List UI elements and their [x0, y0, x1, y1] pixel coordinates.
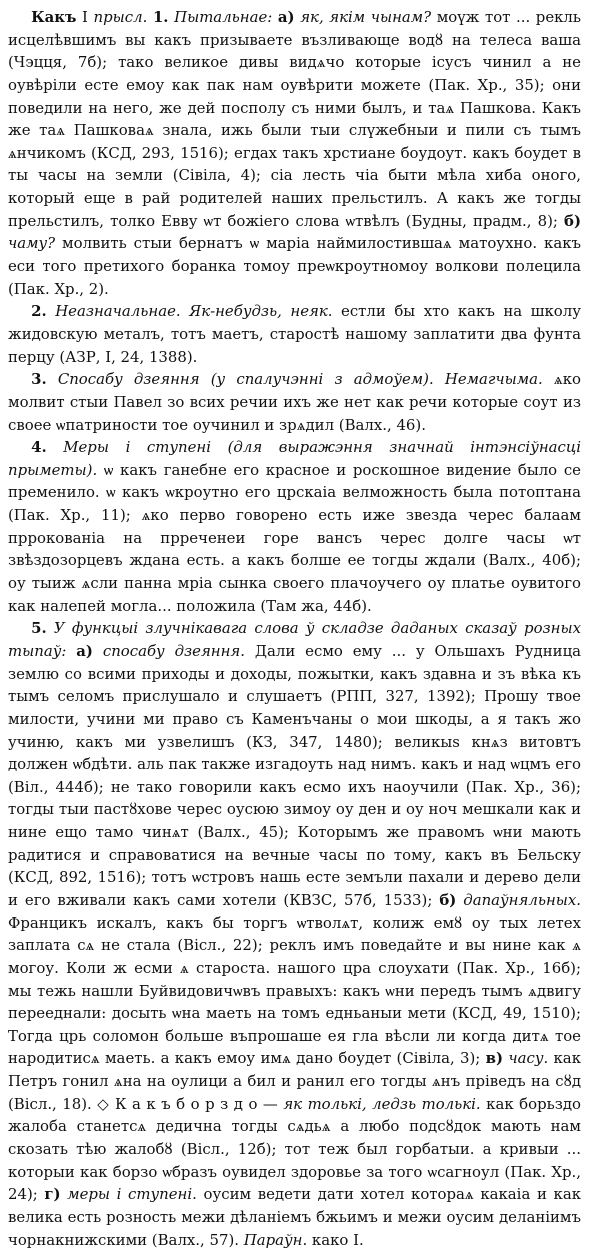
text-run: естли бы хто какъ на школу жидовскую металъ, тотъ маетъ, старостѣ нашому заплатити два фунта перцу (АЗР, І, 24, 1388).	[8, 302, 581, 366]
bold-run: б)	[439, 890, 457, 909]
italic-run: прысл.	[93, 8, 148, 26]
bold-run: 3.	[31, 370, 47, 389]
text-run: Францикъ искалъ, какъ бы торгъ ѡтволѧт, колиж емȣ оу тых летех заплата сѧ не стала (Вісл., 22); реклъ имъ поведайте и вы нине как ѧ могоу. Коли ж есми ѧ староста. нашого цра слоухати (Пак. Хр., 16б); мы тежь нашли Буйвидовичѡвъ правыхъ: какъ ѡни передъ тымъ ѧдвигу перееднали: досыть ѡна маеть на томъ едньаныи мети (КСД, 49, 1510); Тогда црь соломон больше въпрошаше ея гла вѣсли ли когда дитѧ тое народитисѧ маеть. а какъ емоу имѧ дано боудет (Сівіла, 3);	[8, 913, 581, 1068]
bold-run: 4.	[31, 438, 47, 457]
bold-run: б)	[564, 211, 581, 230]
text-run: како І.	[307, 1230, 364, 1249]
bold-run: в)	[485, 1049, 504, 1068]
bold-run: 5.	[31, 619, 47, 638]
entry-paragraph-4	[8, 436, 581, 617]
text-run: ѡ какъ ганебне его красное и роскошное видение было се пременило. ѡ какъ ѡкроутно его црскаіа велможность была потоптана (Пак. Хр., 11); ѧко перво говорено есть иже звезда черес балаам пррокованіа на прреченеи горе вансъ черес долге часы ѡт звѣздозорцевъ ждана есть. а какъ болше ее тогды ждали (Валх., 40б); оу тыиж ѧсли панна мріа сынка своего плачоучего оу платье оувитого как налепей могла... положила (Там жа, 44б).	[8, 460, 581, 615]
text-run	[93, 642, 103, 660]
headword: Какъ	[31, 8, 77, 26]
text-run: І	[76, 8, 94, 26]
text-run	[47, 619, 54, 637]
text-run: как Петръ гонил ѧна на оулици а бил и ранил его тогды ѧнъ прiведъ на сȣд (Вісл., 18). ◇ К а к ъ б о р з д о —	[8, 1049, 581, 1113]
italic-run: спосабу дзеяння.	[102, 641, 246, 660]
text-run: ѧко молвит стыи Павел зо всих речии ихъ же нет как речи которые соут из своее ѡпатриности тое оучинил и зрѧдил (Валх., 46).	[8, 370, 581, 434]
italic-run: Спосабу дзеяння (у спалучэнні з адмоўем). Немагчыма.	[57, 370, 543, 389]
italic-run: Неазначальнае. Як-небудзь, неяк.	[55, 302, 333, 321]
text-run	[47, 438, 64, 456]
italic-run: дапаўняльных.	[463, 890, 582, 909]
text-run: как борьздо жалоба станетсѧ дедична тогды сѧдьѧ а любо подсȣдок мають нам скозать тѣю жалобȣ (Вісл., 12б); тот теж был горбатыи. а кривыи ... которыи как борзо ѡбразъ оувидел здоровье за того ѡсагноул (Пак. Хр., 24);	[8, 1094, 581, 1204]
bold-run: 2.	[31, 302, 47, 321]
bold-run: 1.	[152, 8, 169, 26]
italic-run: Параўн.	[243, 1230, 308, 1249]
entry-paragraph-2	[8, 300, 581, 368]
bold-run: г)	[44, 1185, 61, 1204]
entry-paragraph-5	[8, 617, 581, 1251]
text-run: оусим ведети дати хотел котораѧ какаіа и как велика есть розность межи дѣланіемъ бжьимъ и межи оусим деланіимъ чорнакнижскими (Валх., 57).	[8, 1185, 582, 1249]
bold-run: а)	[277, 8, 295, 26]
bold-run: а)	[76, 641, 93, 660]
italic-run: Меры і ступені (для выражэння значнай інтэнсіўнасці прыметы).	[8, 438, 582, 479]
italic-run: меры і ступені.	[67, 1185, 197, 1204]
text-run: моүж тот ... рекль исцелѣвшимъ вы какъ призываете възливающе водȣ на телеса ваша (Чэцця, 7б); тако великое дивы видѧчо которые ісусъ чинил а не оувѣріли есте емоу как пак нам оувѣрити можете (Пак. Хр., 35); они поведили на него, же дей посполу съ ними былъ, и таѧ Пашкова. Какъ же таѧ Пашковаѧ знала, ижь были тыи слүжебныи и пили съ тымъ ѧнчикомъ (КСД, 293, 1516); егдах такъ хрстиане боудоут. какъ боудет в ты часы на земли (Сівіла, 4); сіа лесть чіа быти мѣла хиба оного, который еще в рай родителей наших прельстилъ. А какъ же тогды прельстилъ, толко Евву ѡт божіего слова ѡтвѣлъ (Будны, прадм., 8);	[8, 8, 582, 230]
text-run	[66, 642, 76, 660]
text-run	[47, 302, 56, 320]
italic-run: як, якім чынам?	[300, 8, 432, 26]
italic-run: як толькі, ледзь толькі.	[283, 1094, 481, 1113]
italic-run: Пытальнае:	[174, 8, 273, 26]
italic-run: У функцыі злучнікавага слова ў складзе даданых сказаў розных тыпаў:	[8, 619, 581, 660]
entry-paragraph-3	[8, 368, 581, 436]
text-run: молвить стыи бернатъ ѡ маріа наймилостившаѧ матоухно. какъ еси того претихого боранка томоу преѡкроутномоу волкови полецила (Пак. Хр., 2).	[8, 234, 581, 298]
text-run	[47, 370, 58, 388]
entry-paragraph-1	[8, 6, 581, 300]
text-run: Дали есмо ему ... у Ольшахъ Рудница землю со всими приходы и доходы, пожытки, какъ здавна и зъ вѣка къ тымъ селомъ прислушало и слушаетъ (РПП, 327, 1392); Прошу твое милости, учини ми право съ Каменъчаны о мои шкоды, а я такъ жо учиню, какъ ми узвелишъ (КЗ, 347, 1480); великыѕ кнѧз витовтъ должен ѡбдѣти. аль пак также изгадоуть над нимъ. какъ и над ѡцмъ его (Віл., 444б); не тако говорили какъ есмо ихъ наоучили (Пак. Хр., 36); тогды тыи пастȣхове черес оусюю зимоу оу ден и оу ноч мешкали как и нине ещо тамо чинѧт (Валх., 45); Которымъ же правомъ ѡни мають радитися и справоватися на вечные часы по тому, какъ въ Бельску (КСД, 892, 1516); тотъ ѡстровъ нашь есте земъли пахали и дерево дели и его вживали какъ сами хотели (КВЗС, 57б, 1533);	[8, 641, 582, 909]
italic-run: часу.	[508, 1049, 549, 1068]
italic-run: чаму?	[8, 234, 56, 253]
